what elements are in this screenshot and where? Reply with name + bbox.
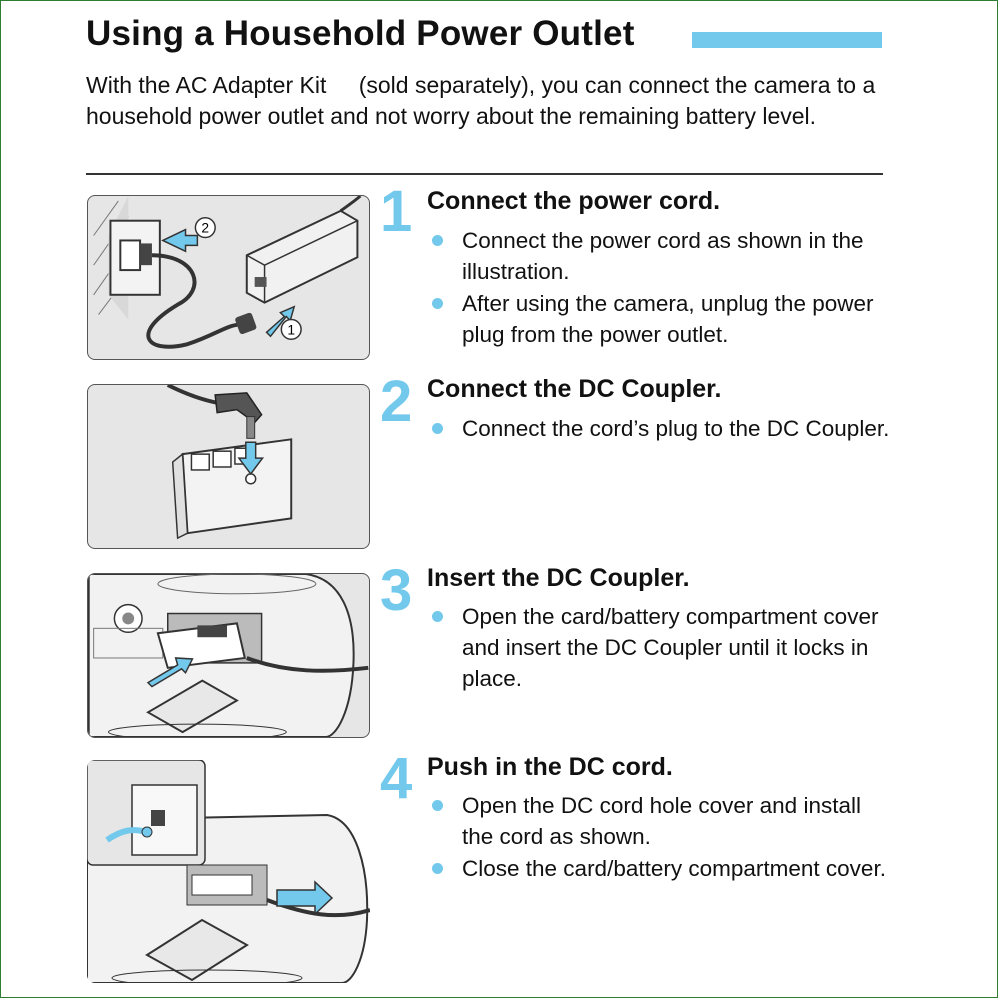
step-bullets-2: [430, 413, 890, 445]
step-title-2: Connect the DC Coupler.: [427, 375, 722, 403]
bullet-item: Close the card/battery compartment cover.: [430, 853, 890, 884]
title-accent-bar: [692, 32, 882, 48]
step-number-1: 1: [380, 179, 413, 244]
bullet-dot: [432, 800, 443, 811]
power-cord-drawing: [88, 196, 369, 359]
page-title: Using a Household Power Outlet: [86, 14, 635, 53]
bullet-item: Connect the power cord as shown in the illustration.: [430, 225, 890, 287]
step-bullets-1: [430, 225, 890, 351]
intro-paragraph: [86, 70, 876, 132]
step-number-3: 3: [380, 558, 413, 623]
step-bullets-4: [430, 790, 890, 885]
step-bullets-3: [430, 601, 890, 695]
insert-coupler-drawing: [88, 574, 369, 737]
illustration-dc-coupler: [87, 384, 370, 549]
bullet-dot: [432, 298, 443, 309]
bullet-dot: [432, 611, 443, 622]
illustration-dc-cord: [87, 760, 370, 983]
callout-2: 2: [201, 219, 210, 236]
section-divider: [86, 173, 883, 175]
illustration-power-cord: [87, 195, 370, 360]
bullet-item: Connect the cord’s plug to the DC Coupler.: [430, 413, 890, 444]
bullet-dot: [432, 235, 443, 246]
callout-1: 1: [287, 321, 296, 338]
intro-text-a: With the AC Adapter Kit: [86, 72, 327, 98]
bullet-dot: [432, 423, 443, 434]
dc-coupler-drawing: [88, 385, 369, 548]
step-number-4: 4: [380, 746, 413, 811]
step-title-3: Insert the DC Coupler.: [427, 564, 690, 592]
illustration-insert-coupler: [87, 573, 370, 738]
step-number-2: 2: [380, 369, 413, 434]
step-title-4: Push in the DC cord.: [427, 753, 673, 781]
bullet-dot: [432, 863, 443, 874]
bullet-item: After using the camera, unplug the power plug from the power outlet.: [430, 288, 890, 350]
bullet-item: Open the DC cord hole cover and install the cord as shown.: [430, 790, 890, 852]
intro-text-b: (sold separately), you can connect the camera to a household power outlet and not worry about the remaining battery level.: [86, 72, 876, 129]
bullet-item: Open the card/battery compartment cover and insert the DC Coupler until it locks in place.: [430, 601, 890, 694]
step-title-1: Connect the power cord.: [427, 187, 721, 215]
dc-cord-drawing: [87, 760, 370, 983]
